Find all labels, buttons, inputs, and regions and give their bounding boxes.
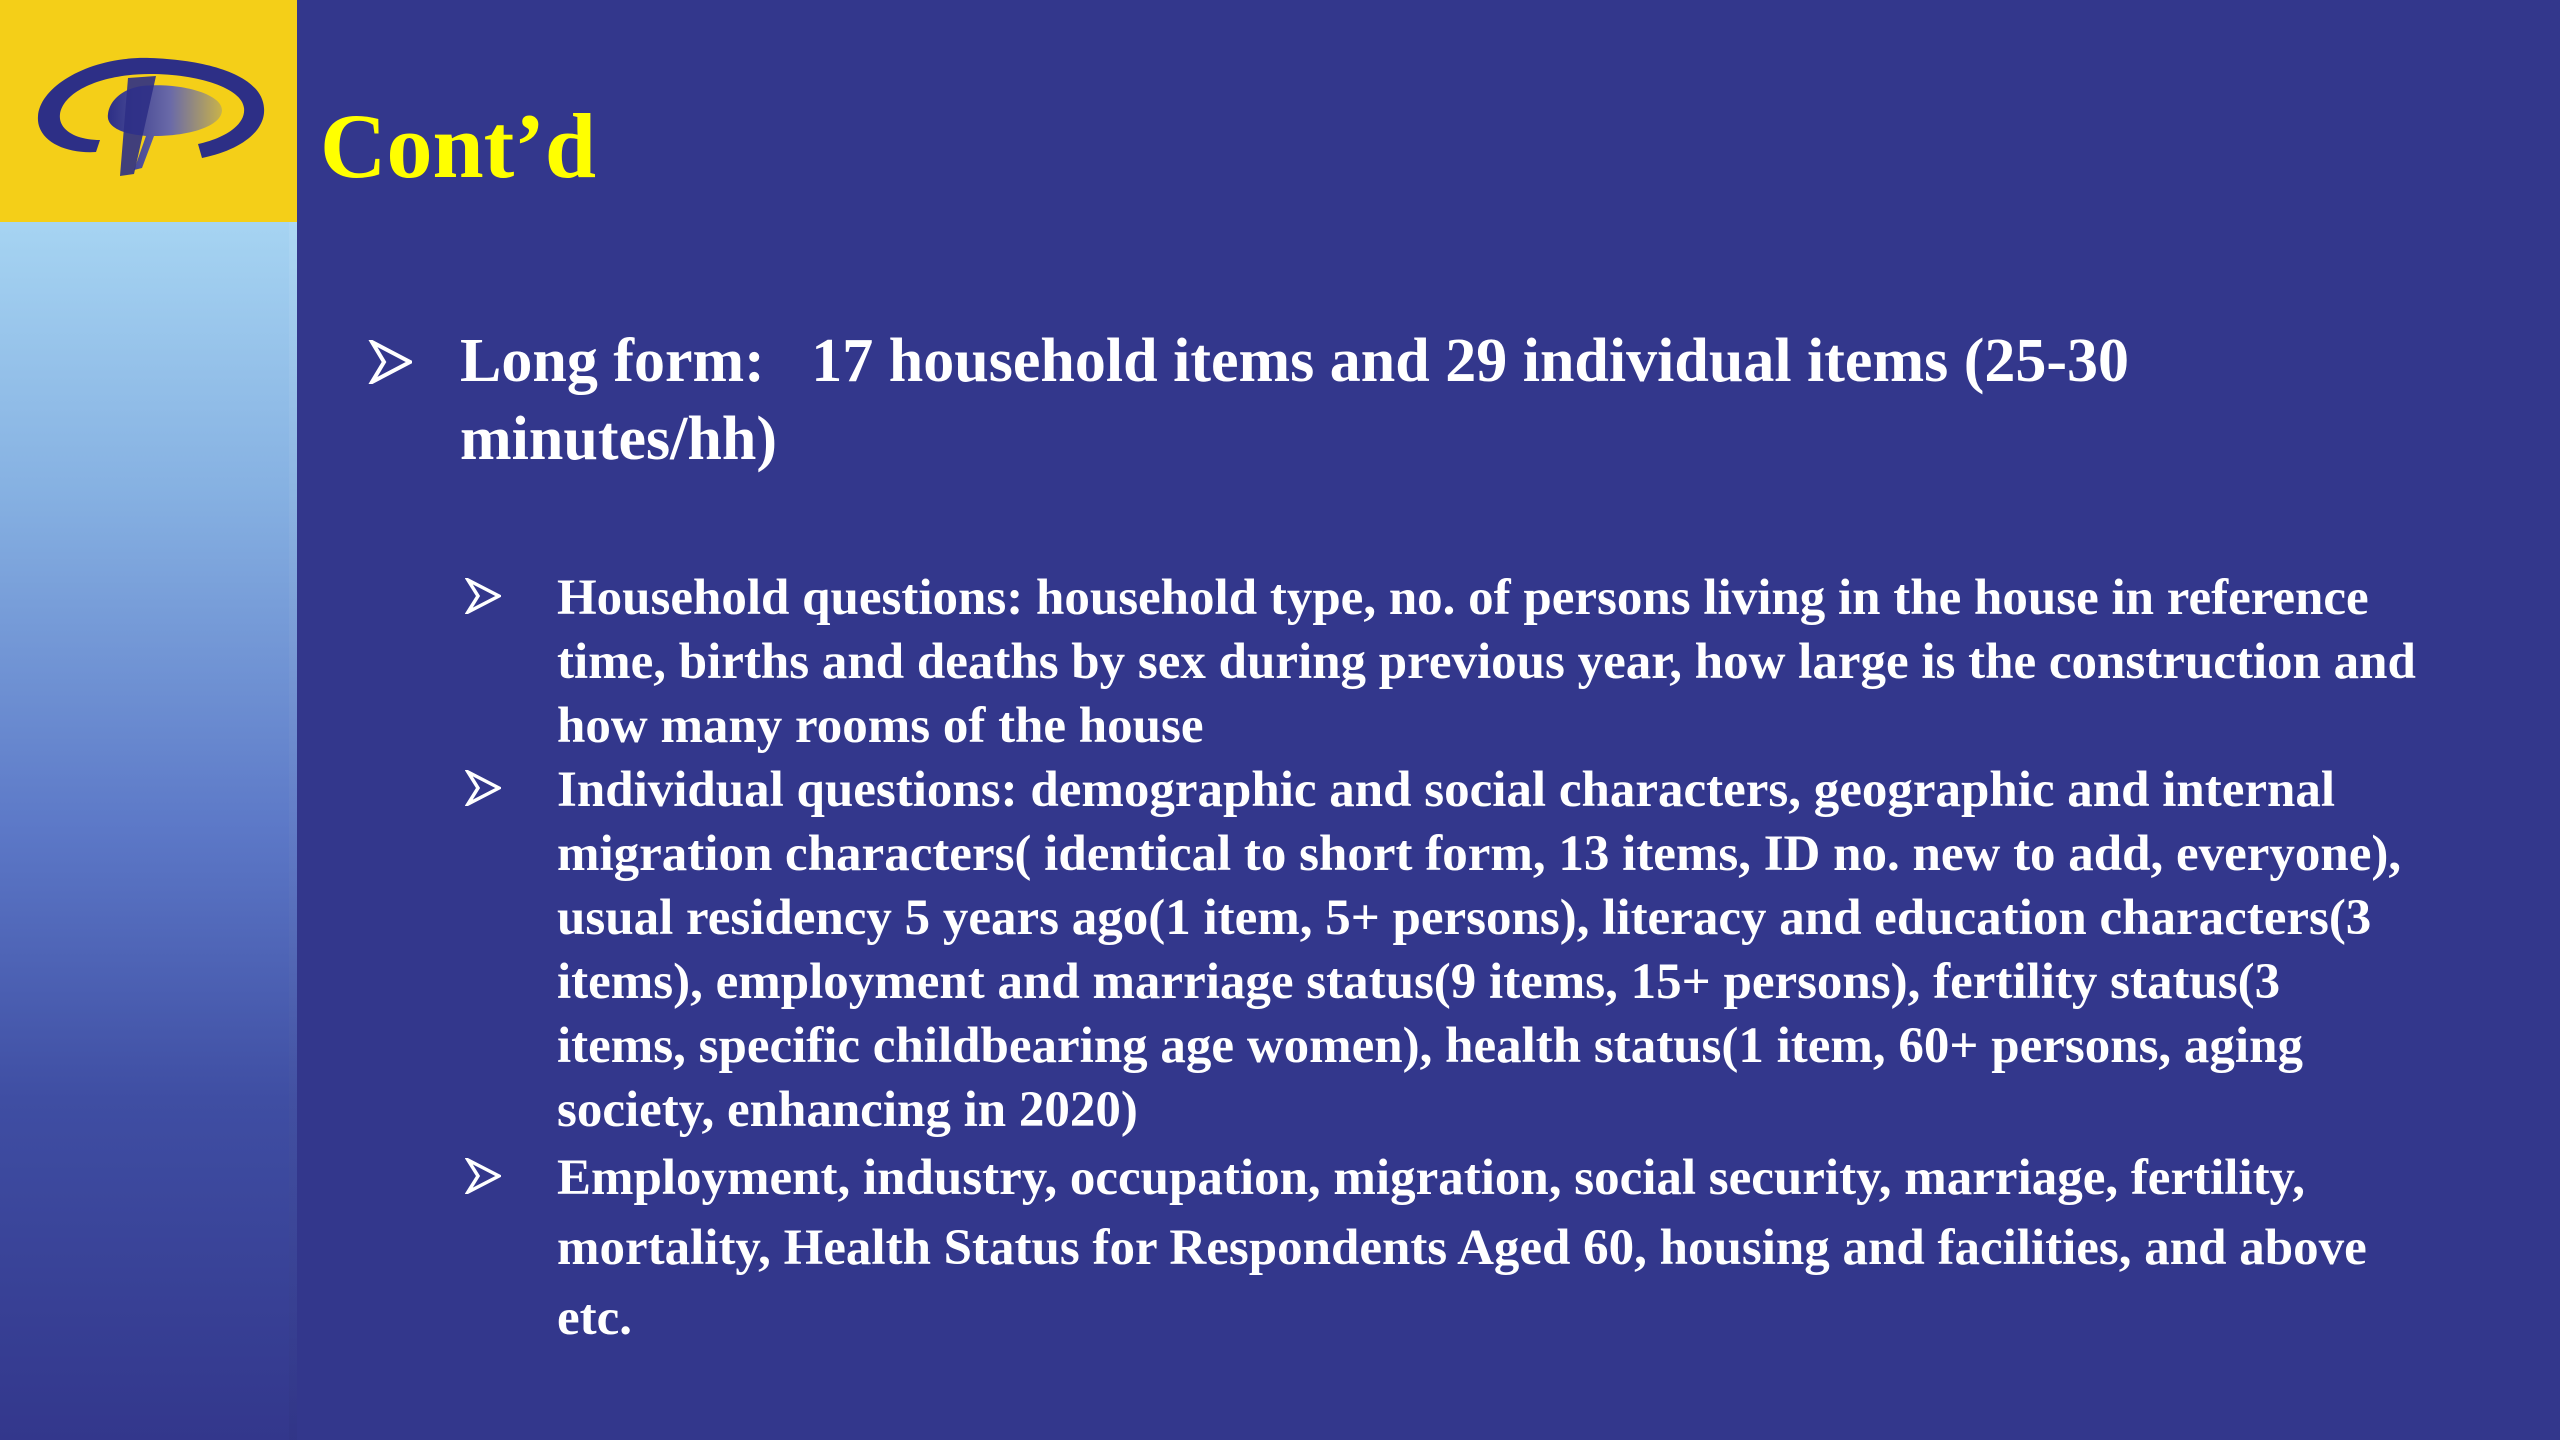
arrowhead-bullet-icon — [465, 770, 501, 806]
sub-bullet-individual: Individual questions: demographic and social characters, geographic and internal migration characters( identical to short form, 13 items, ID no. new to add, everyone), usual residency 5 years ago(1 item, 5+ persons), literacy and education characters(3 items), employment and marriage status(9 items, 15+ persons), fertility status(3 items, specific childbearing age women), health status(1 item, 60+ persons, aging society, enhancing in 2020) — [557, 762, 2402, 1138]
arrowhead-bullet-icon — [465, 578, 501, 614]
arrowhead-bullet-icon — [368, 340, 412, 384]
main-bullet-text: Long form: 17 household items and 29 individual items (25-30 minutes/hh) — [460, 327, 2145, 473]
arrowhead-bullet-icon — [465, 1158, 501, 1194]
sub-bullet-household: Household questions: household type, no. of persons living in the house in reference time, births and deaths by sex during previous year, how large is the construction and how many rooms of the house — [557, 570, 2416, 754]
sub-bullet-employment: Employment, industry, occupation, migration, social security, marriage, fertility, mortality, Health Status for Respondents Aged 60, housing and facilities, and above etc. — [557, 1150, 2367, 1346]
slide-title: Cont’d — [320, 95, 597, 197]
